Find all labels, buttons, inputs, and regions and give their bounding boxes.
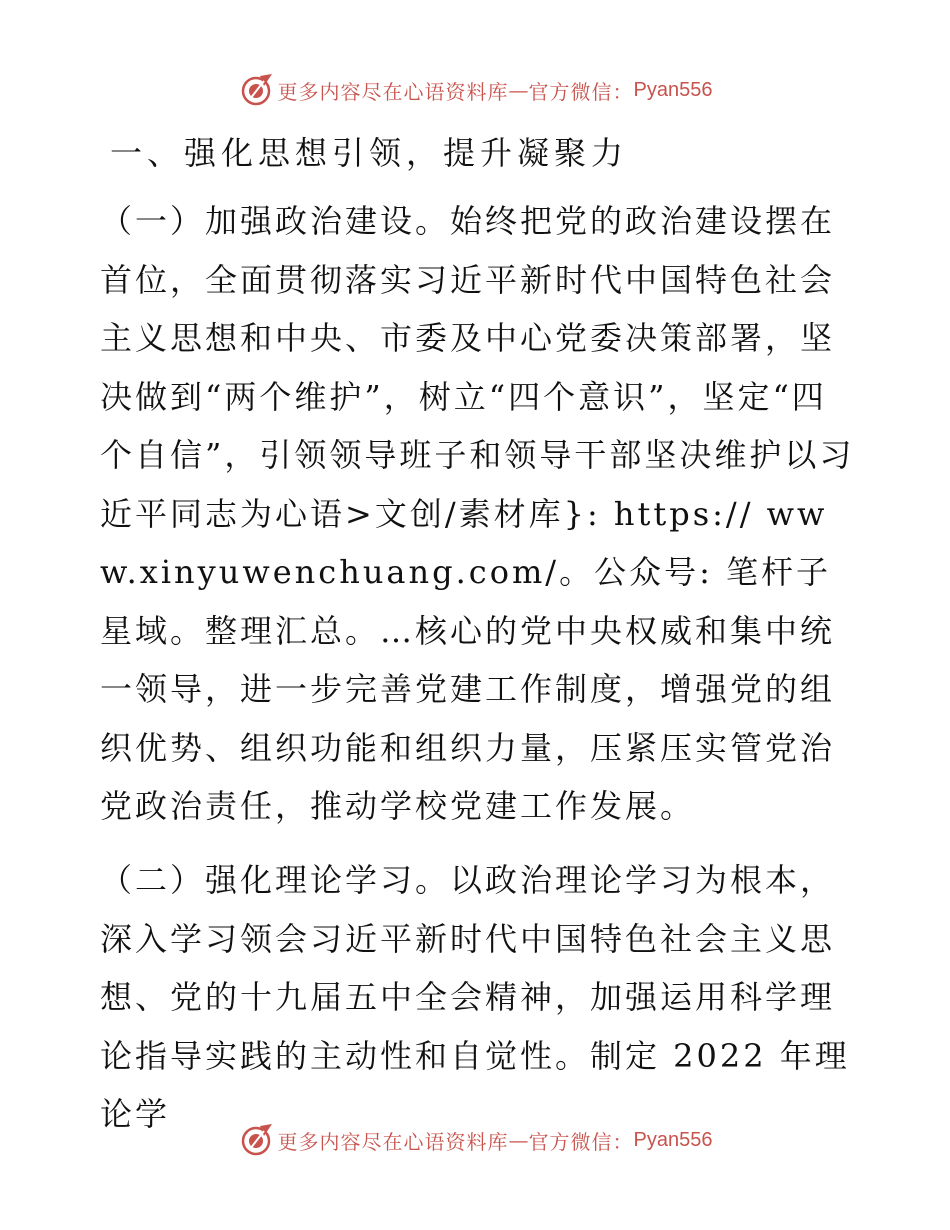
header-watermark <box>0 70 950 110</box>
section-heading: 一、强化思想引领，提升凝聚力 <box>110 134 629 172</box>
footer-watermark <box>0 1120 950 1160</box>
paragraph-political-building: （一）加强政治建设。始终把党的政治建设摆在首位，全面贯彻落实习近平新时代中国特色社会主义思想和中央、市委及中心党委决策部署，坚决做到“两个维护”，树立“四个意识”，坚定“四个自信”，引领领导班子和领导干部坚决维护以习近平同志为心语>文创/素材库}: https:// www.xinyuwenchuang.com/。公众号: 笔杆子星域。整理汇总。…核心的党中央权威和集中统一领导，进一步完善党建工作制度，增强党的组织优势、组织功能和组织力量，压紧压实管党治党政治责任，推动学校党建工作发展。 <box>100 202 855 825</box>
watermark-dash: — <box>508 78 529 102</box>
watermark-brand: 更多内容尽在心语资料库 <box>277 79 509 104</box>
quill-logo-icon <box>238 1122 274 1158</box>
paragraph-theory-study: （二）强化理论学习。以政治理论学习为根本，深入学习领会习近平新时代中国特色社会主义思想、党的十九届五中全会精神，加强运用科学理论指导实践的主动性和自觉性。制定 2022 年理论学 <box>100 861 850 1133</box>
watermark-dash: — <box>508 1128 529 1152</box>
watermark-wechat-id: Pyan556 <box>633 1128 713 1151</box>
watermark-brand: 更多内容尽在心语资料库 <box>277 1129 509 1154</box>
watermark-label: 官方微信： <box>528 1129 634 1154</box>
watermark-label: 官方微信： <box>528 79 634 104</box>
quill-logo-icon <box>238 72 274 108</box>
watermark-wechat-id: Pyan556 <box>633 78 713 101</box>
